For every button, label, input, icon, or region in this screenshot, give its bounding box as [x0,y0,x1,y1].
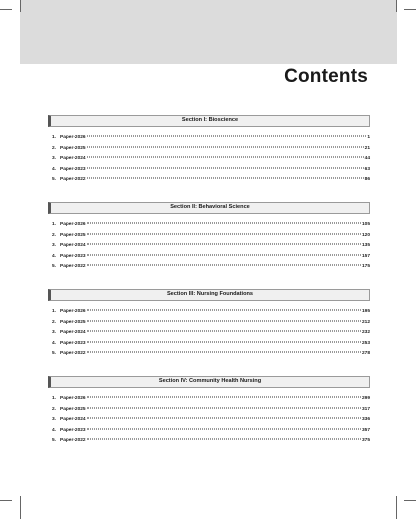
dot-leader [87,136,367,137]
entry-label: Paper-2025 [60,145,86,151]
entry-label: Paper-2023 [60,427,86,433]
entry-number: 3. [52,156,57,162]
entry-label: Paper-2025 [60,406,86,412]
crop-mark-bottom-left-v [20,496,21,519]
entry-page-number: 195 [361,308,370,314]
toc-entry[interactable] [52,165,370,176]
section-title: Section II: Behavioral Science [170,204,250,211]
toc-entry[interactable] [52,133,370,144]
section-title: Section I: Bioscience [181,117,239,124]
toc-entry[interactable] [52,415,370,426]
section-header-bar [48,376,370,388]
toc-entry[interactable] [52,231,370,242]
crop-mark-top-right-h [404,9,416,10]
entry-number: 4. [52,340,57,346]
toc-entry[interactable] [52,144,370,155]
crop-mark-top-left-v [20,0,21,12]
entry-page-number: 120 [361,232,370,238]
dot-leader [87,222,361,223]
dot-leader [87,428,361,429]
entry-number: 5. [52,177,57,183]
entry-number: 2. [52,232,57,238]
header-band [20,0,397,64]
table-of-contents [48,115,370,463]
entry-label: Paper-2022 [60,438,86,444]
toc-entry[interactable] [52,328,370,339]
section-header-bar [48,202,370,214]
section-title: Section IV: Community Health Nursing [158,378,262,385]
entry-page-number: 299 [361,395,370,401]
toc-section [48,289,370,360]
entry-list [48,133,370,186]
entry-label: Paper-2022 [60,351,86,357]
entry-list [48,307,370,360]
page-title: Contents [284,66,368,87]
dot-leader [87,157,364,158]
toc-entry[interactable] [52,436,370,447]
entry-page-number: 212 [361,319,370,325]
toc-section [48,202,370,273]
toc-entry[interactable] [52,252,370,263]
entry-number: 3. [52,330,57,336]
dot-leader [87,341,361,342]
crop-mark-bottom-right-h [404,500,416,501]
section-title: Section III: Nursing Foundations [166,291,254,298]
entry-page-number: 86 [364,177,370,183]
section-header-bar [48,115,370,127]
toc-entry[interactable] [52,318,370,329]
entry-page-number: 63 [364,166,370,172]
dot-leader [87,320,361,321]
crop-mark-top-left-h [0,9,12,10]
entry-label: Paper-2026 [60,221,86,227]
entry-label: Paper-2024 [60,330,86,336]
entry-label: Paper-2022 [60,177,86,183]
entry-page-number: 357 [361,427,370,433]
dot-leader [87,396,361,397]
entry-page-number: 157 [361,253,370,259]
toc-entry[interactable] [52,349,370,360]
toc-section [48,115,370,186]
dot-leader [87,244,361,245]
dot-leader [87,167,364,168]
entry-label: Paper-2024 [60,156,86,162]
toc-entry[interactable] [52,220,370,231]
entry-list [48,220,370,273]
entry-label: Paper-2024 [60,417,86,423]
entry-number: 1. [52,308,57,314]
toc-entry[interactable] [52,394,370,405]
dot-leader [87,254,361,255]
entry-number: 2. [52,406,57,412]
entry-page-number: 135 [361,243,370,249]
entry-label: Paper-2026 [60,308,86,314]
toc-entry[interactable] [52,241,370,252]
entry-list [48,394,370,447]
entry-number: 5. [52,264,57,270]
entry-number: 1. [52,395,57,401]
entry-label: Paper-2024 [60,243,86,249]
entry-number: 2. [52,145,57,151]
entry-number: 4. [52,166,57,172]
toc-entry[interactable] [52,262,370,273]
toc-entry[interactable] [52,307,370,318]
dot-leader [87,309,361,310]
toc-entry[interactable] [52,426,370,437]
entry-page-number: 317 [361,406,370,412]
entry-number: 1. [52,221,57,227]
crop-mark-bottom-right-v [396,496,397,519]
entry-label: Paper-2025 [60,319,86,325]
entry-number: 5. [52,351,57,357]
entry-number: 1. [52,135,57,140]
entry-page-number: 232 [361,330,370,336]
dot-leader [87,352,361,353]
entry-page-number: 44 [364,156,370,162]
dot-leader [87,418,361,419]
section-header-bar [48,289,370,301]
entry-label: Paper-2023 [60,253,86,259]
dot-leader [87,178,364,179]
dot-leader [87,331,361,332]
entry-page-number: 278 [361,351,370,357]
entry-number: 4. [52,427,57,433]
crop-mark-top-right-v [396,0,397,12]
entry-label: Paper-2022 [60,264,86,270]
dot-leader [87,407,361,408]
entry-page-number: 21 [364,145,370,151]
toc-entry[interactable] [52,405,370,416]
entry-label: Paper-2023 [60,340,86,346]
entry-number: 3. [52,417,57,423]
dot-leader [87,233,361,234]
entry-page-number: 105 [361,221,370,227]
dot-leader [87,439,361,440]
entry-page-number: 375 [361,438,370,444]
crop-mark-bottom-left-h [0,500,12,501]
entry-number: 4. [52,253,57,259]
entry-page-number: 1 [367,135,370,140]
entry-page-number: 253 [361,340,370,346]
toc-section [48,376,370,447]
entry-label: Paper-2026 [60,135,86,140]
entry-number: 5. [52,438,57,444]
entry-page-number: 336 [361,417,370,423]
entry-label: Paper-2025 [60,232,86,238]
dot-leader [87,265,361,266]
entry-page-number: 175 [361,264,370,270]
toc-entry[interactable] [52,154,370,165]
entry-label: Paper-2023 [60,166,86,172]
entry-label: Paper-2026 [60,395,86,401]
toc-entry[interactable] [52,339,370,350]
entry-number: 2. [52,319,57,325]
toc-entry[interactable] [52,175,370,186]
entry-number: 3. [52,243,57,249]
dot-leader [87,146,364,147]
